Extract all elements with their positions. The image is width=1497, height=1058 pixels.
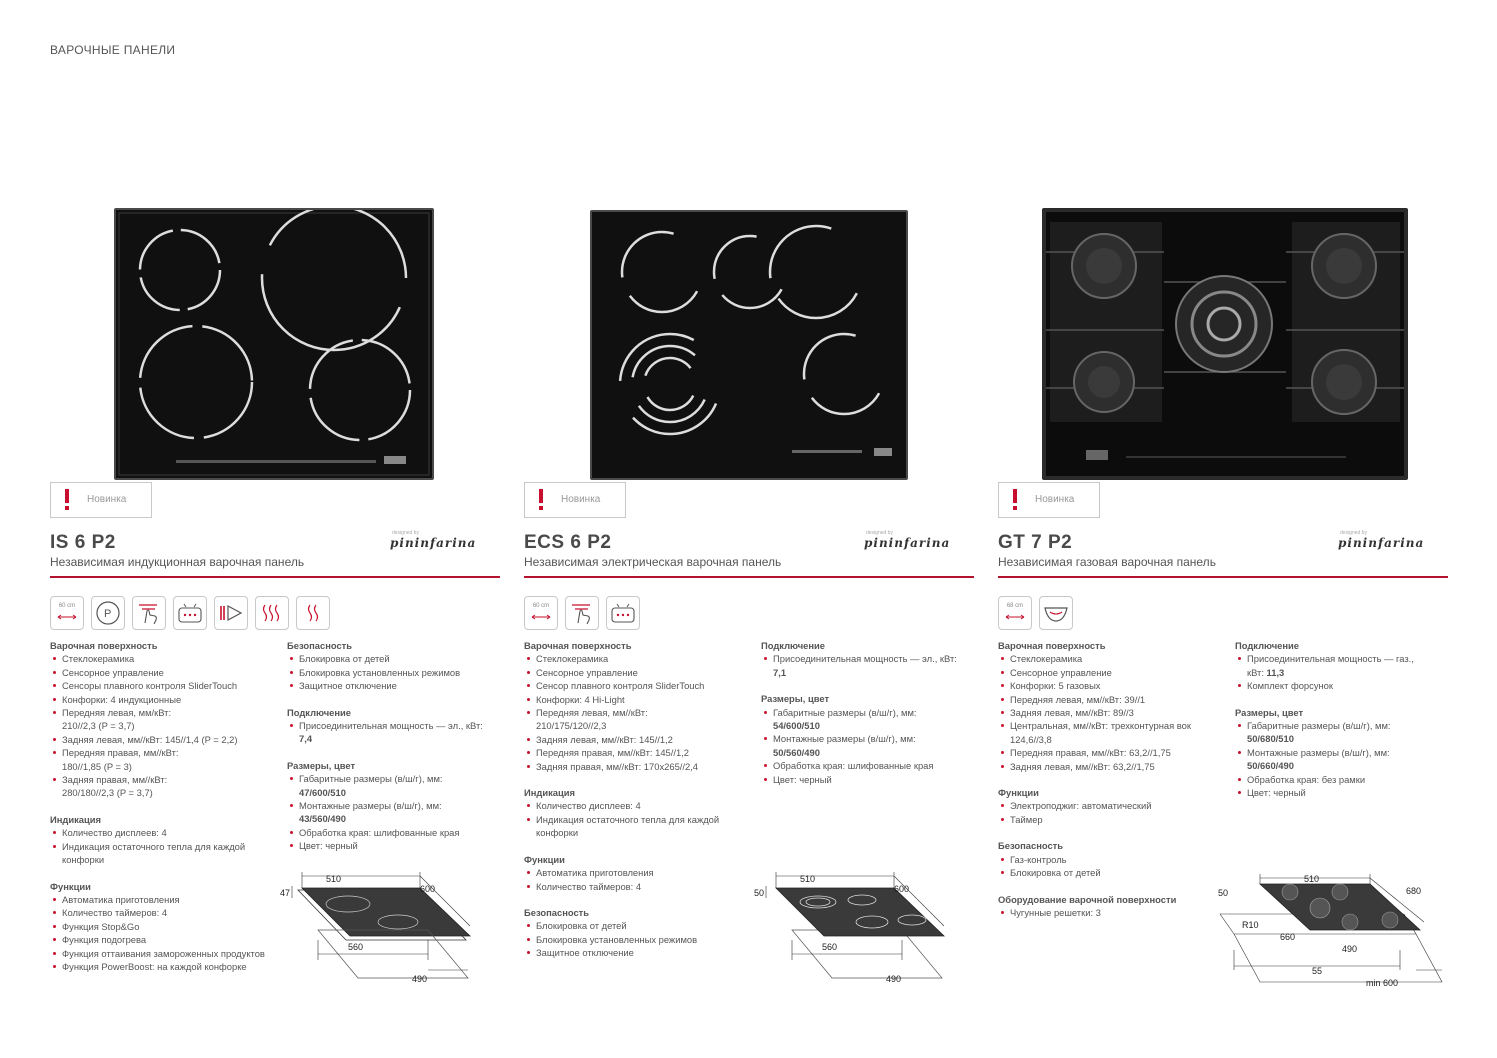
dimension-diagram [754, 870, 974, 1010]
divider [998, 576, 1448, 578]
spec-right: Безопасность Блокировка от детей Блокировка установленных режимов Защитное отключение Подключение Присоединительная мощность — эл., кВт: 7,4 Размеры, цвет Габаритные размеры (в/ш/г), мм: 47/600/510 Монтажные размеры (в/ш/г), мм: 43/560/490 Обработка края: шлифованные края Цвет: черный [287, 639, 499, 866]
model-name: ECS 6 P2 [524, 532, 612, 553]
svg-text:490: 490 [412, 974, 428, 984]
svg-text:min 600: min 600 [1366, 978, 1399, 988]
pininfarina-logo: designed by pininfarina [864, 530, 951, 550]
pininfarina-logo: designed by pininfarina [390, 530, 477, 550]
svg-text:600: 600 [894, 884, 910, 894]
svg-text:490: 490 [886, 974, 902, 984]
exclamation-icon [1013, 489, 1019, 507]
gas-hob-image [1042, 208, 1408, 480]
new-badge: Новинка [524, 482, 626, 518]
new-badge: Новинка [50, 482, 152, 518]
display-icon [173, 596, 207, 630]
svg-text:50: 50 [1218, 888, 1229, 898]
product-subtitle: Независимая газовая варочная панель [998, 555, 1216, 569]
wok-icon [1039, 596, 1073, 630]
svg-text:490: 490 [1342, 944, 1358, 954]
product-subtitle: Независимая электрическая варочная панель [524, 555, 782, 569]
warming-icon [296, 596, 330, 630]
svg-text:560: 560 [822, 942, 838, 952]
induction-hob-image [114, 208, 434, 480]
touch-control-icon [565, 596, 599, 630]
svg-text:R10: R10 [1242, 920, 1259, 930]
svg-text:510: 510 [800, 874, 816, 884]
spec-left: Варочная поверхность Стеклокерамика Сенсорное управление Сенсоры плавного контроля SliderTouch Конфорки: 4 индукционные Передняя левая, мм/кВт: 210//2,3 (P = 3,7) Задняя левая, мм//кВт: 145//1,4 (P = 2,2) Передняя правая, мм//кВт: 180//1,85 (P = 3) Задняя правая, мм//кВт: 280/180//2,3 (P = 3,7) Индикация Количество дисплеев: 4 Индикация остаточного тепла для каждой конфорки Функции Автоматика приготовления Количество таймеров: 4 Функция Stop&Go Функция подогрева Функция оттаивания замороженных продуктов Функция PowerBoost: на каждой конфорке [50, 639, 275, 986]
width-68cm-icon: 68 cm [998, 596, 1032, 630]
display-icon [606, 596, 640, 630]
powerboost-p-icon [91, 596, 125, 630]
play-stop-go-icon [214, 596, 248, 630]
electric-hob-image [590, 210, 908, 480]
model-name: GT 7 P2 [998, 532, 1073, 553]
svg-text:47: 47 [280, 888, 291, 898]
dimension-diagram [280, 870, 500, 1010]
svg-text:510: 510 [1304, 874, 1320, 884]
product-column-gt7p2 [998, 200, 1448, 1020]
svg-text:600: 600 [420, 884, 436, 894]
svg-text:50: 50 [754, 888, 765, 898]
svg-text:660: 660 [1280, 932, 1296, 942]
touch-control-icon [132, 596, 166, 630]
width-60cm-icon: 60 cm [524, 596, 558, 630]
spec-left: Варочная поверхность Стеклокерамика Сенсорное управление Конфорки: 5 газовых Передняя левая, мм//кВт: 39//1 Задняя левая, мм//кВт: 89//3 Центральная, мм//кВт: трехконтурная вок 124,6//3,8 Передняя правая, мм//кВт: 63,2//1,75 Задняя левая, мм//кВт: 63,2//1,75 Функции Электроподжиг: автоматический Таймер Безопасность Газ-контроль Блокировка от детей Оборудование варочной поверхности Чугунные решетки: 3 [998, 639, 1223, 932]
svg-text:55: 55 [1312, 966, 1323, 976]
exclamation-icon [539, 489, 545, 507]
dimension-diagram [1220, 870, 1446, 1010]
divider [50, 576, 500, 578]
svg-text:P: P [104, 608, 112, 620]
svg-text:510: 510 [326, 874, 342, 884]
width-60cm-icon: 60 cm [50, 596, 84, 630]
product-subtitle: Независимая индукционная варочная панель [50, 555, 305, 569]
svg-text:560: 560 [348, 942, 364, 952]
spec-right: Подключение Присоединительная мощность — эл., кВт: 7,1 Размеры, цвет Габаритные размеры (в/ш/г), мм: 54/600/510 Монтажные размеры (в/ш/г), мм: 50/560/490 Обработка края: шлифованные края Цвет: черный [761, 639, 973, 799]
exclamation-icon [65, 489, 71, 507]
page-title: ВАРОЧНЫЕ ПАНЕЛИ [50, 43, 176, 57]
spec-left: Варочная поверхность Стеклокерамика Сенсорное управление Сенсор плавного контроля SliderTouch Конфорки: 4 Hi-Light Передняя левая, мм//кВт: 210/175/120//2,3 Задняя левая, мм//кВт: 145//1,2 Передняя правая, мм//кВт: 145//1,2 Задняя правая, мм//кВт: 170x265//2,4 Индикация Количество дисплеев: 4 Индикация остаточного тепла для каждой конфорки Функции Автоматика приготовления Количество таймеров: 4 Безопасность Блокировка от детей Блокировка установленных режимов Защитное отключение [524, 639, 749, 973]
product-column-ecs6p2 [524, 200, 974, 1020]
model-name: IS 6 P2 [50, 532, 116, 553]
svg-text:680: 680 [1406, 886, 1422, 896]
product-column-is6p2 [50, 200, 500, 1020]
pininfarina-logo: designed by pininfarina [1338, 530, 1425, 550]
new-badge: Новинка [998, 482, 1100, 518]
residual-heat-icon [255, 596, 289, 630]
divider [524, 576, 974, 578]
spec-right: Подключение Присоединительная мощность — газ., кВт: 11,3 Комплект форсунок Размеры, цвет Габаритные размеры (в/ш/г), мм: 50/680/510 Монтажные размеры (в/ш/г), мм: 50/660/490 Обработка края: без рамки Цвет: черный [1235, 639, 1447, 812]
